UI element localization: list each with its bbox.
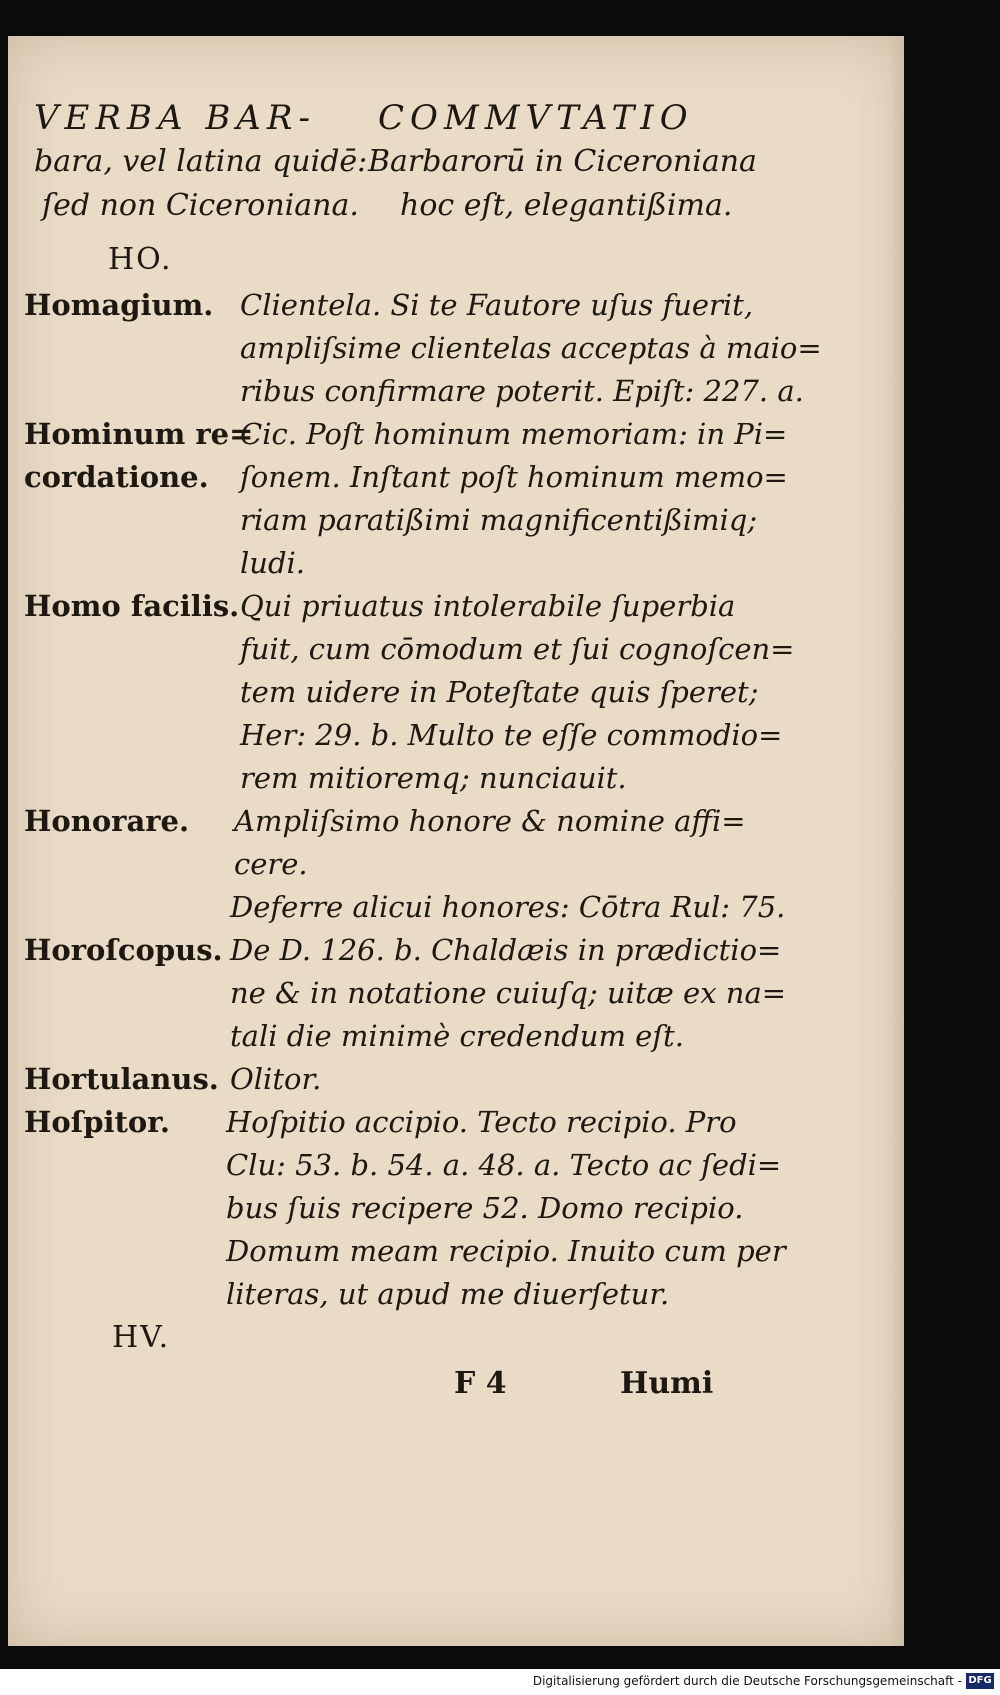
entry-line: ſonem. Inſtant poſt hominum memo= — [240, 460, 788, 494]
entry-term: Hoſpitor. — [24, 1105, 170, 1139]
catchword: Humi — [620, 1366, 714, 1401]
left-subtitle-line-1: bara, vel latina quidē: — [34, 144, 368, 179]
entry-line: Qui priuatus intolerabile ſuperbia — [240, 589, 736, 623]
credit-bar — [0, 1669, 1000, 1695]
signature-mark: F 4 — [454, 1366, 507, 1401]
entry-line: bus ſuis recipere 52. Domo recipio. — [226, 1191, 744, 1225]
entry-term: Hortulanus. — [24, 1062, 219, 1096]
entry-term: Hominum re= — [24, 417, 254, 451]
entry-line: De D. 126. b. Chaldæis in prædictio= — [230, 933, 782, 967]
section-heading-hv: HV. — [112, 1320, 171, 1355]
left-column-title: VERBA BAR- — [34, 98, 316, 138]
entry-line: cere. — [234, 847, 308, 881]
entry-line: fuit, cum cōmodum et ſui cognoſcen= — [240, 632, 795, 666]
section-heading-ho: HO. — [108, 242, 173, 277]
entry-term: Homo facilis. — [24, 589, 240, 623]
entry-line: tali die minimè credendum eſt. — [230, 1019, 684, 1053]
dfg-logo: DFG — [966, 1673, 994, 1689]
entry-line: ludi. — [240, 546, 306, 580]
entry-term: Honorare. — [24, 804, 190, 838]
entry-line: ne & in notatione cuiuſq; uitæ ex na= — [230, 976, 787, 1010]
book-page — [8, 36, 904, 1646]
entry-line: Olitor. — [230, 1062, 322, 1096]
entry-line: rem mitioremq; nunciauit. — [240, 761, 627, 795]
left-subtitle-line-2: ſed non Ciceroniana. — [42, 188, 359, 223]
entry-line: Domum meam recipio. Inuito cum per — [226, 1234, 786, 1268]
entry-line: literas, ut apud me diuerſetur. — [226, 1277, 670, 1311]
credit-text: Digitalisierung gefördert durch die Deutsche Forschungsgemeinschaft - — [532, 1674, 962, 1688]
entry-term: Homagium. — [24, 288, 214, 322]
entry-term: cordatione. — [24, 460, 209, 494]
entry-term: Horoſcopus. — [24, 933, 223, 967]
entry-line: Clu: 53. b. 54. a. 48. a. Tecto ac ſedi= — [226, 1148, 782, 1182]
entry-line: Cic. Poſt hominum memoriam: in Pi= — [240, 417, 788, 451]
right-subtitle-line-1: Barbarorū in Ciceroniana — [368, 144, 757, 179]
entry-line: Clientela. Si te Fautore uſus fuerit, — [240, 288, 754, 322]
entry-line: Hoſpitio accipio. Tecto recipio. Pro — [226, 1105, 737, 1139]
entry-line: tem uidere in Poteſtate quis ſperet; — [240, 675, 759, 709]
entry-line: Ampliſsimo honore & nomine affi= — [234, 804, 746, 838]
entry-line: ampliſsime clientelas acceptas à maio= — [240, 331, 822, 365]
right-subtitle-line-2: hoc eſt, elegantißima. — [400, 188, 733, 223]
entry-line: Her: 29. b. Multo te eſſe commodio= — [240, 718, 783, 752]
right-column-title: COMMVTATIO — [378, 98, 694, 138]
entry-line: Deferre alicui honores: Cōtra Rul: 75. — [230, 890, 786, 924]
entry-line: ribus confirmare poterit. Epiſt: 227. a. — [240, 374, 804, 408]
entry-line: riam paratißimi magnificentißimiq; — [240, 503, 758, 537]
